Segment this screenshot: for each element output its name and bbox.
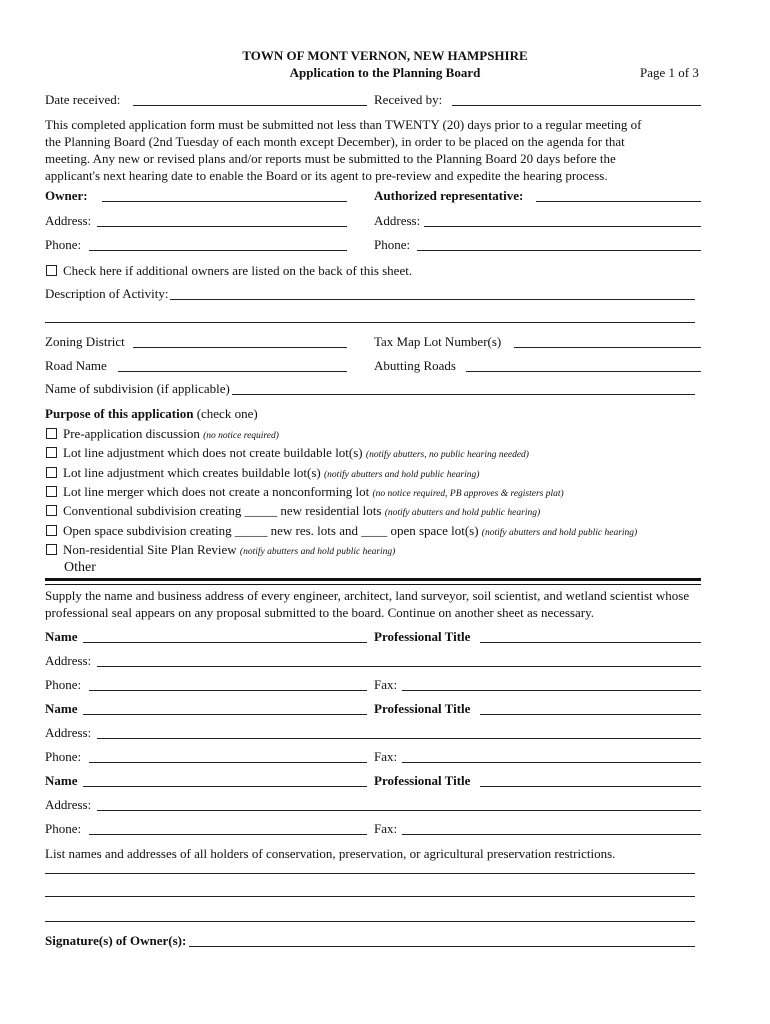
professionals-intro-2: professional seal appears on any proposal submitted to the board. Continue on another sheet as necessary.	[45, 605, 594, 620]
prof3-name-line[interactable]	[83, 786, 367, 787]
subdivision-name-label: Name of subdivision (if applicable)	[45, 381, 230, 396]
option-label: Lot line adjustment which creates buildable lot(s)	[63, 465, 321, 480]
section-divider-thin	[45, 584, 701, 585]
additional-owners-label: Check here if additional owners are listed on the back of this sheet.	[63, 263, 413, 278]
authorized-rep-label: Authorized representative:	[374, 188, 524, 203]
restrictions-line-3[interactable]	[45, 921, 695, 922]
prof1-address-label: Address:	[45, 653, 92, 668]
instructions-line-4: applicant's next hearing date to enable the Board or its agent to pre-review and expedite the hearing process.	[45, 168, 608, 183]
purpose-option[interactable]	[46, 484, 564, 500]
option-label: Conventional subdivision creating _____ new residential lots	[63, 503, 382, 518]
owner-label: Owner:	[45, 188, 88, 203]
option-label: Lot line adjustment which does not create buildable lot(s)	[63, 445, 363, 460]
prof1-phone-line[interactable]	[89, 690, 367, 691]
abutting-roads-label: Abutting Roads	[374, 358, 456, 373]
date-received-label: Date received:	[45, 92, 121, 107]
prof1-address-line[interactable]	[97, 666, 701, 667]
abutting-roads-line[interactable]	[466, 371, 701, 372]
prof2-phone-line[interactable]	[89, 762, 367, 763]
purpose-heading-rest: (check one)	[196, 406, 258, 421]
checkbox[interactable]	[46, 447, 57, 458]
owner-address-line[interactable]	[97, 226, 347, 227]
purpose-option[interactable]	[46, 426, 279, 442]
prof1-title-label: Professional Title	[374, 629, 471, 644]
option-label: Lot line merger which does not create a nonconforming lot	[63, 484, 370, 499]
description-label: Description of Activity:	[45, 286, 169, 301]
rep-phone-line[interactable]	[417, 250, 701, 251]
owner-phone-label: Phone:	[45, 237, 82, 252]
option-note: (notify abutters, no public hearing needed)	[365, 450, 529, 460]
zoning-district-line[interactable]	[133, 347, 347, 348]
received-by-label: Received by:	[374, 92, 443, 107]
prof2-title-label: Professional Title	[374, 701, 471, 716]
date-received-line[interactable]	[133, 105, 367, 106]
received-by-line[interactable]	[452, 105, 701, 106]
prof1-fax-label: Fax:	[374, 677, 398, 692]
option-note: (no notice required, PB approves & registers plat)	[372, 489, 564, 499]
prof1-phone-label: Phone:	[45, 677, 82, 692]
purpose-heading-bold: Purpose of this application	[45, 406, 194, 421]
checkbox[interactable]	[46, 544, 57, 555]
restrictions-line-1[interactable]	[45, 873, 695, 874]
instructions-line-3: meeting. Any new or revised plans and/or reports must be submitted to the Planning Board 20 days before the	[45, 151, 616, 166]
option-note: (notify abutters and hold public hearing)	[481, 528, 638, 538]
checkbox[interactable]	[46, 525, 57, 536]
zoning-district-label: Zoning District	[45, 334, 125, 349]
prof2-phone-label: Phone:	[45, 749, 82, 764]
prof3-fax-label: Fax:	[374, 821, 398, 836]
option-label: Pre-application discussion	[63, 426, 200, 441]
prof2-fax-line[interactable]	[402, 762, 701, 763]
page-number: Page 1 of 3	[640, 65, 699, 80]
authorized-rep-line[interactable]	[536, 201, 701, 202]
prof3-phone-label: Phone:	[45, 821, 82, 836]
tax-map-line[interactable]	[514, 347, 701, 348]
owner-phone-line[interactable]	[89, 250, 347, 251]
checkbox[interactable]	[46, 486, 57, 497]
prof3-title-line[interactable]	[480, 786, 701, 787]
prof2-address-label: Address:	[45, 725, 92, 740]
road-name-label: Road Name	[45, 358, 107, 373]
purpose-option[interactable]	[46, 542, 395, 558]
owner-address-label: Address:	[45, 213, 92, 228]
tax-map-label: Tax Map Lot Number(s)	[374, 334, 502, 349]
rep-address-label: Address:	[374, 213, 421, 228]
purpose-option[interactable]	[46, 465, 479, 481]
rep-address-line[interactable]	[424, 226, 701, 227]
prof2-address-line[interactable]	[97, 738, 701, 739]
description-line-2[interactable]	[45, 322, 695, 323]
option-label: Non-residential Site Plan Review	[63, 542, 237, 557]
prof3-fax-line[interactable]	[402, 834, 701, 835]
town-title: TOWN OF MONT VERNON, NEW HAMPSHIRE	[242, 48, 528, 63]
prof3-phone-line[interactable]	[89, 834, 367, 835]
instructions-line-1: This completed application form must be submitted not less than TWENTY (20) days prior to a regular meeting of	[45, 117, 642, 132]
option-note: (notify abutters and hold public hearing)	[239, 547, 396, 557]
purpose-heading	[45, 406, 258, 422]
prof2-title-line[interactable]	[480, 714, 701, 715]
prof2-name-label: Name	[45, 701, 78, 716]
section-divider-thick	[45, 578, 701, 581]
subdivision-name-line[interactable]	[232, 394, 695, 395]
prof2-fax-label: Fax:	[374, 749, 398, 764]
restrictions-prompt: List names and addresses of all holders of conservation, preservation, or agricultural preservation restrictions.	[45, 846, 616, 861]
option-note: (notify abutters and hold public hearing)	[324, 470, 480, 480]
rep-phone-label: Phone:	[374, 237, 411, 252]
prof1-title-line[interactable]	[480, 642, 701, 643]
prof3-address-line[interactable]	[97, 810, 701, 811]
prof1-name-label: Name	[45, 629, 78, 644]
checkbox[interactable]	[46, 505, 57, 516]
prof3-address-label: Address:	[45, 797, 92, 812]
other-option-label: Other	[64, 560, 96, 575]
prof1-fax-line[interactable]	[402, 690, 701, 691]
restrictions-line-2[interactable]	[45, 896, 695, 897]
option-label: Open space subdivision creating _____ new res. lots and ____ open space lot(s)	[63, 523, 479, 538]
additional-owners-row[interactable]	[46, 263, 412, 279]
checkbox[interactable]	[46, 428, 57, 439]
prof2-name-line[interactable]	[83, 714, 367, 715]
description-line-1[interactable]	[170, 299, 695, 300]
form-title: Application to the Planning Board	[289, 65, 481, 80]
checkbox[interactable]	[46, 467, 57, 478]
additional-owners-checkbox[interactable]	[46, 265, 57, 276]
purpose-option[interactable]	[46, 445, 529, 461]
professionals-intro-1: Supply the name and business address of every engineer, architect, land surveyor, soil scientist, and wetland scientist whose	[45, 588, 690, 603]
signature-line[interactable]	[189, 946, 695, 947]
purpose-option[interactable]	[46, 503, 540, 519]
instructions-line-2: the Planning Board (2nd Tuesday of each month except December), in order to be placed on the agenda for that	[45, 134, 625, 149]
prof3-name-label: Name	[45, 773, 78, 788]
prof1-name-line[interactable]	[83, 642, 367, 643]
road-name-line[interactable]	[118, 371, 347, 372]
option-note: (notify abutters and hold public hearing)	[384, 508, 541, 518]
option-note: (no notice required)	[203, 431, 279, 441]
purpose-option[interactable]	[46, 523, 637, 539]
signature-label: Signature(s) of Owner(s):	[45, 933, 187, 948]
owner-line[interactable]	[102, 201, 347, 202]
prof3-title-label: Professional Title	[374, 773, 471, 788]
